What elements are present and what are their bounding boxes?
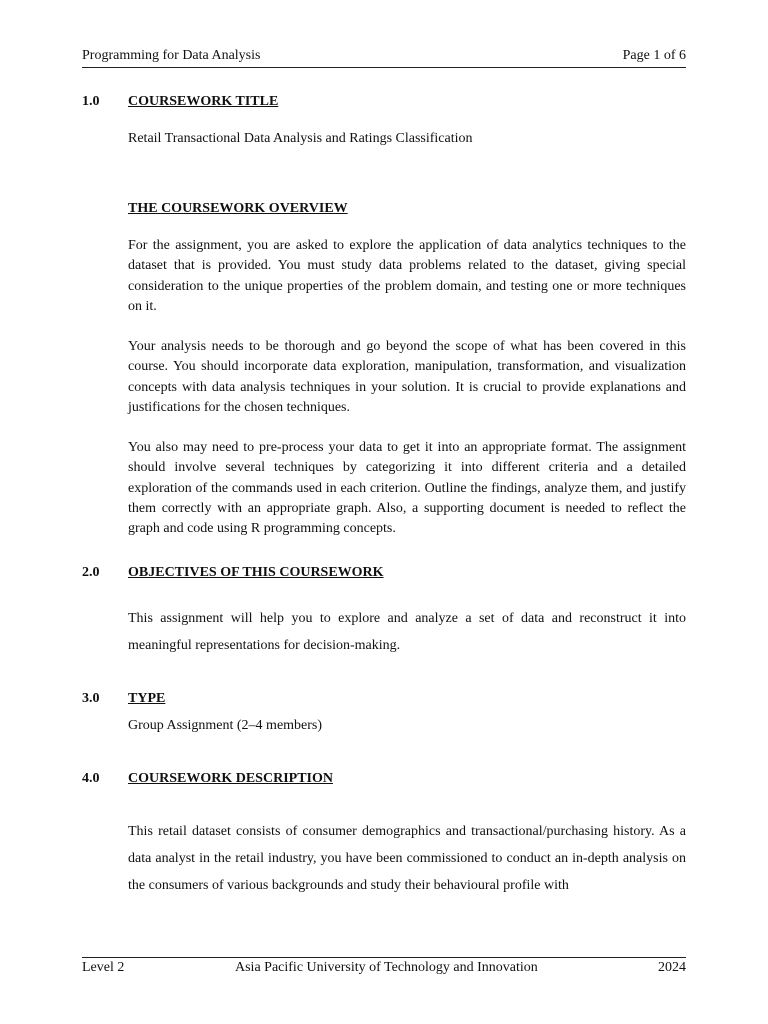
page-header (82, 47, 686, 68)
footer-university: Asia Pacific University of Technology and Innovation (235, 960, 538, 975)
type-text: Group Assignment (2–4 members) (128, 718, 323, 733)
footer-level: Level 2 (82, 960, 125, 975)
objectives-text: This assignment will help you to explore and analyze a set of data and reconstruct it into meaningful representations for decision-making. (128, 611, 686, 653)
coursework-title-text: Retail Transactional Data Analysis and Ratings Classification (128, 131, 473, 146)
section-3-number: 3.0 (82, 691, 100, 706)
footer-year: 2024 (658, 960, 686, 975)
overview-title: THE COURSEWORK OVERVIEW (128, 201, 348, 216)
section-3-title: TYPE (128, 691, 166, 706)
description-text: This retail dataset consists of consumer demographics and transactional/purchasing history. As a data analyst in the retail industry, you have been commissioned to conduct an in-depth analysis on the consumers of various backgrounds and study their behavioural profile with (128, 824, 686, 893)
section-1-number: 1.0 (82, 94, 100, 109)
section-4-title: COURSEWORK DESCRIPTION (128, 771, 333, 786)
overview-paragraph-3: You also may need to pre-process your data to get it into an appropriate format. The assignment should involve several techniques by categorizing it into different criteria and a detailed exploration of the commands used in each criterion. Outline the findings, analyze them, and justify them correctly with an appropriate graph. Also, a supporting document is needed to reflect the graph and code using R programming concepts. (128, 440, 686, 537)
header-page-number: Page 1 of 6 (622, 48, 686, 63)
section-4-number: 4.0 (82, 771, 100, 786)
overview-paragraph-2: Your analysis needs to be thorough and go beyond the scope of what has been covered in this course. You should incorporate data exploration, manipulation, transformation, and visualization concepts with data analysis techniques in your solution. It is crucial to provide explanations and justifications for the chosen techniques. (128, 339, 686, 415)
page-footer (82, 957, 686, 980)
section-1-title: COURSEWORK TITLE (128, 94, 279, 109)
section-2-number: 2.0 (82, 565, 100, 580)
header-course-name: Programming for Data Analysis (82, 48, 261, 63)
section-2-title: OBJECTIVES OF THIS COURSEWORK (128, 565, 384, 580)
overview-paragraph-1: For the assignment, you are asked to explore the application of data analytics techniques to the dataset that is provided. You must study data problems related to the dataset, giving special consideration to the unique properties of the problem domain, and testing one or more techniques on it. (128, 238, 686, 314)
